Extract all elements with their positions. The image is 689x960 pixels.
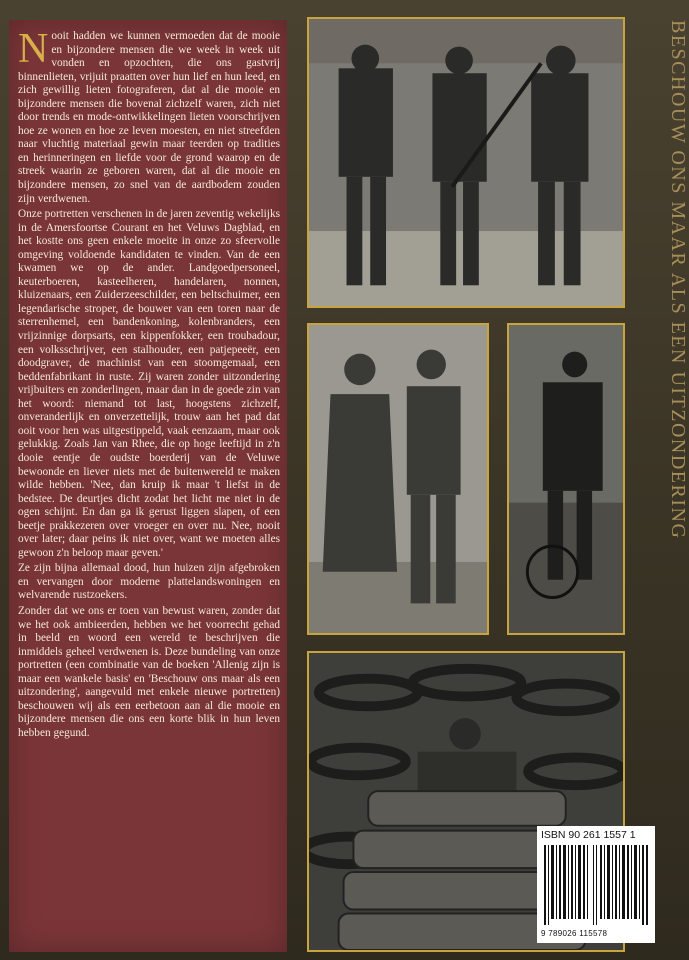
blurb-text [18, 26, 280, 742]
photo-three-men-image [309, 19, 623, 306]
blurb-paragraph-1: Nooit hadden we kunnen vermoeden dat de mooie en bijzondere mensen die we week in week uit vonden en opzochten, die ons gastvrij binnenlieten, vrijuit praatten over hun lief en hun leed, en zich gewillig lieten fotograferen, dat al die mooie en bijzondere mensen die bovenal zichzelf waren, zich niet door trends en mode-ontwikkelingen lieten voorschrijven hoe ze wonen en hoe ze leven moesten, en niet streefden naar vluchtig materiaal gewin maar teerden op tradities en herinneringen en liefde voor de grond waarop en de streek waarin ze geboren waren, dat al die mooie en bijzondere mensen, zo snel van de aardbodem zouden zijn verdwenen. [18, 26, 280, 205]
blurb-paragraph-2: Onze portretten verschenen in de jaren zeventig wekelijks in de Amersfoortse Courant en het Veluws Dagblad, en het kostte ons geen enkele moeite in onze zo sfeervolle omgeving voldoende kandidaten te vinden. Van de een kwamen we op de ander. Landgoedpersoneel, keuterboeren, kasteelheren, handelaren, nonnen, kluizenaars, een Zuiderzeeschilder, een beltschuimer, een legendarische stroper, de bouwer van een toren naar de sterrenhemel, een bandenkoning, kolenbranders, een vrijzinnige dorpsarts, een kippenfokker, een troubadour, een volksschrijver, een stalhouder, een patjepeeër, een doodgraver, de machinist van een stoomgemaal, een beddenfabrikant in ruste. Zij waren zonder uitzondering vrijbuiters en zonderlingen, maar dan in de goede zin van het woord: niemand tot last, hoogstens zichzelf, onveranderlijk en onverzettelijk, trouw aan het pad dat ooit voor hen was uitgestippeld, vaak eenzaam, maar ook gelukkig. Zoals Jan van Rhee, die op hoge leeftijd in z'n dooie eentje de oudste boerderij van de Veluwe bewoonde en liever niets met de buitenwereld te maken wilde hebben. 'Nee, dan kruip ik maar 't liefst in de bedstee. De deurtjes dicht zodat het licht me niet in de ogen schijnt. En dan ga ik gerust liggen slapen, of een beetje prakkezeren over vroeger en over nu. Nee, nooit over later; daar peins ik niet over, want we moeten alles gewoon z'n beloop maar geven.' [18, 208, 280, 559]
photo-man-on-bicycle-image [509, 325, 623, 633]
photo-three-men [307, 17, 625, 308]
blurb-paragraph-3: Ze zijn bijna allemaal dood, hun huizen zijn afgebroken en vervangen door moderne plattelandswoningen en welvarende rustzoekers. [18, 562, 280, 602]
isbn-text: ISBN 90 261 1557 1 [541, 829, 636, 841]
spine-title: BESCHOUW ONS MAAR ALS EEN UITZONDERING [667, 20, 689, 540]
photo-man-on-bicycle [507, 323, 625, 635]
photo-elderly-couple [307, 323, 489, 635]
photo-elderly-couple-image [309, 325, 487, 633]
barcode-icon [542, 845, 650, 925]
barcode-number: 9 789026 115578 [541, 929, 608, 938]
dropcap: N [18, 26, 49, 72]
blurb-paragraph-4: Zonder dat we ons er toen van bewust waren, zonder dat we het ook ambieerden, hebben we het voorrecht gehad in beeld en woord een wereld te beschrijven die inmiddels geheel verdwenen is. Deze bundeling van onze portretten (een combinatie van de boeken 'Allenig zijn is maar een wankele basis' en 'Beschouw ons maar als een uitzondering', aangevuld met enkele nieuwe portretten) beschouwen wij als een eerbetoon aan al die mooie en bijzondere mensen die ons een korte blik in hun leven hebben gegund. [18, 604, 280, 739]
